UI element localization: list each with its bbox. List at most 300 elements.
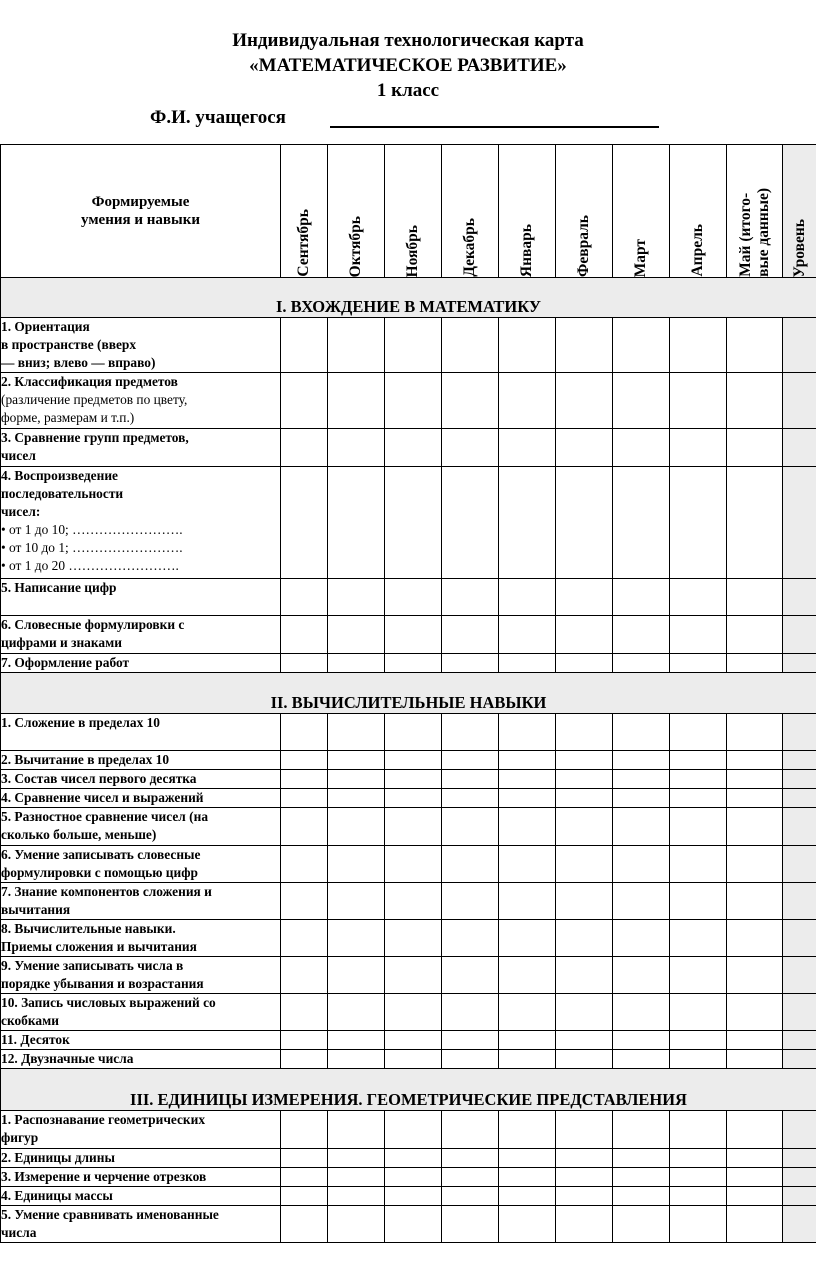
mark-cell[interactable] (499, 1168, 556, 1187)
level-cell[interactable] (783, 920, 816, 957)
skill-name: 2. Единицы длины (1, 1149, 281, 1168)
month-header (281, 145, 328, 278)
mark-cell[interactable] (727, 789, 783, 808)
mark-cell[interactable] (281, 920, 328, 957)
mark-cell[interactable] (613, 579, 670, 616)
mark-cell[interactable] (727, 751, 783, 770)
skill-name: 4. Воспроизведение последовательности чисел: • от 1 до 10; ……………………. • от 10 до 1; ……………………. • от 1 до 20 ……………………. (1, 467, 281, 579)
table-row (1, 579, 816, 616)
level-cell[interactable] (783, 957, 816, 994)
mark-cell[interactable] (727, 1149, 783, 1168)
table-row (1, 846, 816, 883)
month-header (442, 145, 499, 278)
mark-cell[interactable] (281, 616, 328, 654)
mark-cell[interactable] (499, 1206, 556, 1243)
month-header (613, 145, 670, 278)
mark-cell[interactable] (613, 318, 670, 373)
mark-cell[interactable] (499, 579, 556, 616)
section-row (1, 1069, 816, 1111)
mark-cell[interactable] (281, 1031, 328, 1050)
month-label: Октябрь (347, 215, 364, 277)
level-cell[interactable] (783, 1050, 816, 1069)
level-cell[interactable] (783, 579, 816, 616)
mark-cell[interactable] (727, 883, 783, 920)
mark-cell[interactable] (670, 883, 727, 920)
level-cell[interactable] (783, 846, 816, 883)
level-cell[interactable] (783, 616, 816, 654)
level-cell[interactable] (783, 714, 816, 751)
mark-cell[interactable] (670, 714, 727, 751)
table-row (1, 751, 816, 770)
mark-cell[interactable] (328, 770, 385, 789)
mark-cell[interactable] (727, 1206, 783, 1243)
mark-cell[interactable] (670, 1187, 727, 1206)
mark-cell[interactable] (613, 1168, 670, 1187)
mark-cell[interactable] (613, 789, 670, 808)
mark-cell[interactable] (499, 751, 556, 770)
mark-cell[interactable] (556, 1206, 613, 1243)
table-row (1, 1031, 816, 1050)
mark-cell[interactable] (281, 883, 328, 920)
may-final-label: Май (итого- вые данные) (736, 188, 772, 277)
mark-cell[interactable] (385, 1111, 442, 1149)
mark-cell[interactable] (281, 1111, 328, 1149)
mark-cell[interactable] (556, 579, 613, 616)
title-line-1: Индивидуальная технологическая карта (232, 30, 584, 51)
month-label: Март (632, 238, 649, 277)
mark-cell[interactable] (670, 318, 727, 373)
skill-name: 6. Словесные формулировки с цифрами и знаками (1, 616, 281, 654)
mark-cell[interactable] (613, 714, 670, 751)
mark-cell[interactable] (385, 846, 442, 883)
mark-cell[interactable] (442, 770, 499, 789)
mark-cell[interactable] (670, 579, 727, 616)
mark-cell[interactable] (556, 994, 613, 1031)
month-header (670, 145, 727, 278)
mark-cell[interactable] (613, 957, 670, 994)
mark-cell[interactable] (281, 654, 328, 673)
mark-cell[interactable] (499, 846, 556, 883)
mark-cell[interactable] (556, 883, 613, 920)
mark-cell[interactable] (328, 994, 385, 1031)
mark-cell[interactable] (442, 920, 499, 957)
mark-cell[interactable] (499, 957, 556, 994)
mark-cell[interactable] (385, 654, 442, 673)
mark-cell[interactable] (670, 1206, 727, 1243)
mark-cell[interactable] (670, 429, 727, 467)
mark-cell[interactable] (442, 846, 499, 883)
mark-cell[interactable] (442, 1168, 499, 1187)
mark-cell[interactable] (613, 1206, 670, 1243)
mark-cell[interactable] (670, 770, 727, 789)
level-cell[interactable] (783, 1149, 816, 1168)
mark-cell[interactable] (328, 957, 385, 994)
level-cell[interactable] (783, 883, 816, 920)
grade-line: 1 класс (376, 80, 440, 101)
table-row (1, 373, 816, 429)
mark-cell[interactable] (281, 1050, 328, 1069)
mark-cell[interactable] (385, 579, 442, 616)
mark-cell[interactable] (281, 579, 328, 616)
mark-cell[interactable] (281, 714, 328, 751)
mark-cell[interactable] (385, 1149, 442, 1168)
mark-cell[interactable] (385, 920, 442, 957)
mark-cell[interactable] (385, 373, 442, 429)
mark-cell[interactable] (328, 1168, 385, 1187)
mark-cell[interactable] (499, 1031, 556, 1050)
level-cell[interactable] (783, 1206, 816, 1243)
mark-cell[interactable] (613, 770, 670, 789)
title-line-2: «МАТЕМАТИЧЕСКОЕ РАЗВИТИЕ» (249, 55, 567, 76)
mark-cell[interactable] (499, 920, 556, 957)
mark-cell[interactable] (328, 714, 385, 751)
skill-name: 1. Ориентация в пространстве (вверх — вниз; влево — вправо) (1, 318, 281, 373)
mark-cell[interactable] (281, 1187, 328, 1206)
mark-cell[interactable] (670, 1031, 727, 1050)
mark-cell[interactable] (556, 467, 613, 579)
mark-cell[interactable] (385, 1206, 442, 1243)
mark-cell[interactable] (442, 654, 499, 673)
mark-cell[interactable] (385, 808, 442, 846)
mark-cell[interactable] (328, 1149, 385, 1168)
mark-cell[interactable] (613, 1050, 670, 1069)
skill-name: 3. Сравнение групп предметов, чисел (1, 429, 281, 467)
mark-cell[interactable] (385, 751, 442, 770)
table-row (1, 920, 816, 957)
mark-cell[interactable] (328, 846, 385, 883)
mark-cell[interactable] (670, 1050, 727, 1069)
mark-cell[interactable] (442, 883, 499, 920)
mark-cell[interactable] (727, 1168, 783, 1187)
mark-cell[interactable] (727, 373, 783, 429)
mark-cell[interactable] (727, 1050, 783, 1069)
mark-cell[interactable] (328, 1111, 385, 1149)
mark-cell[interactable] (670, 373, 727, 429)
mark-cell[interactable] (613, 1031, 670, 1050)
mark-cell[interactable] (556, 373, 613, 429)
table-row (1, 808, 816, 846)
mark-cell[interactable] (670, 994, 727, 1031)
mark-cell[interactable] (613, 846, 670, 883)
level-cell[interactable] (783, 1187, 816, 1206)
mark-cell[interactable] (442, 751, 499, 770)
level-cell[interactable] (783, 654, 816, 673)
level-header (783, 145, 816, 278)
mark-cell[interactable] (613, 1111, 670, 1149)
mark-cell[interactable] (670, 789, 727, 808)
mark-cell[interactable] (442, 789, 499, 808)
mark-cell[interactable] (556, 1187, 613, 1206)
skill-name: 10. Запись числовых выражений со скобками (1, 994, 281, 1031)
mark-cell[interactable] (385, 1050, 442, 1069)
table-row (1, 994, 816, 1031)
mark-cell[interactable] (727, 770, 783, 789)
section-row (1, 278, 816, 318)
mark-cell[interactable] (727, 616, 783, 654)
mark-cell[interactable] (499, 467, 556, 579)
month-label: Январь (518, 223, 535, 277)
mark-cell[interactable] (556, 654, 613, 673)
mark-cell[interactable] (281, 808, 328, 846)
mark-cell[interactable] (727, 846, 783, 883)
skill-name: 7. Знание компонентов сложения и вычитания (1, 883, 281, 920)
mark-cell[interactable] (499, 616, 556, 654)
mark-cell[interactable] (556, 846, 613, 883)
level-cell[interactable] (783, 994, 816, 1031)
mark-cell[interactable] (727, 467, 783, 579)
mark-cell[interactable] (442, 1149, 499, 1168)
section-title: III. ЕДИНИЦЫ ИЗМЕРЕНИЯ. ГЕОМЕТРИЧЕСКИЕ ПРЕДСТАВЛЕНИЯ (1, 1069, 816, 1111)
mark-cell[interactable] (499, 429, 556, 467)
mark-cell[interactable] (442, 373, 499, 429)
mark-cell[interactable] (556, 1149, 613, 1168)
skills-column-header: Формируемые умения и навыки (1, 145, 281, 278)
mark-cell[interactable] (385, 318, 442, 373)
mark-cell[interactable] (556, 1050, 613, 1069)
mark-cell[interactable] (328, 654, 385, 673)
section-row (1, 673, 816, 714)
mark-cell[interactable] (613, 616, 670, 654)
mark-cell[interactable] (328, 920, 385, 957)
mark-cell[interactable] (670, 1168, 727, 1187)
student-name-label: Ф.И. учащегося (150, 107, 286, 128)
mark-cell[interactable] (613, 920, 670, 957)
mark-cell[interactable] (556, 1168, 613, 1187)
mark-cell[interactable] (328, 579, 385, 616)
mark-cell[interactable] (613, 1149, 670, 1168)
level-cell[interactable] (783, 1031, 816, 1050)
mark-cell[interactable] (442, 1187, 499, 1206)
mark-cell[interactable] (281, 467, 328, 579)
mark-cell[interactable] (385, 714, 442, 751)
mark-cell[interactable] (613, 994, 670, 1031)
mark-cell[interactable] (670, 751, 727, 770)
mark-cell[interactable] (281, 429, 328, 467)
mark-cell[interactable] (385, 789, 442, 808)
mark-cell[interactable] (385, 1031, 442, 1050)
level-cell[interactable] (783, 318, 816, 373)
month-header (385, 145, 442, 278)
mark-cell[interactable] (727, 1187, 783, 1206)
mark-cell[interactable] (613, 1187, 670, 1206)
mark-cell[interactable] (499, 808, 556, 846)
mark-cell[interactable] (556, 770, 613, 789)
mark-cell[interactable] (670, 920, 727, 957)
skills-table (0, 144, 816, 1243)
mark-cell[interactable] (556, 429, 613, 467)
table-row (1, 1168, 816, 1187)
mark-cell[interactable] (556, 751, 613, 770)
mark-cell[interactable] (499, 770, 556, 789)
mark-cell[interactable] (385, 1187, 442, 1206)
skill-name: 12. Двузначные числа (1, 1050, 281, 1069)
mark-cell[interactable] (442, 1050, 499, 1069)
mark-cell[interactable] (328, 467, 385, 579)
skill-name: 7. Оформление работ (1, 654, 281, 673)
mark-cell[interactable] (442, 957, 499, 994)
month-label: Сентябрь (295, 209, 312, 277)
mark-cell[interactable] (499, 1149, 556, 1168)
mark-cell[interactable] (385, 994, 442, 1031)
mark-cell[interactable] (727, 318, 783, 373)
skill-name: 1. Сложение в пределах 10 (1, 714, 281, 751)
level-cell[interactable] (783, 373, 816, 429)
table-header-row (1, 145, 816, 278)
mark-cell[interactable] (556, 616, 613, 654)
mark-cell[interactable] (442, 1206, 499, 1243)
level-cell[interactable] (783, 467, 816, 579)
mark-cell[interactable] (442, 318, 499, 373)
mark-cell[interactable] (442, 1111, 499, 1149)
mark-cell[interactable] (499, 1111, 556, 1149)
mark-cell[interactable] (670, 616, 727, 654)
mark-cell[interactable] (385, 957, 442, 994)
mark-cell[interactable] (556, 920, 613, 957)
mark-cell[interactable] (442, 467, 499, 579)
mark-cell[interactable] (499, 1187, 556, 1206)
mark-cell[interactable] (281, 318, 328, 373)
mark-cell[interactable] (613, 373, 670, 429)
mark-cell[interactable] (727, 957, 783, 994)
mark-cell[interactable] (281, 957, 328, 994)
mark-cell[interactable] (613, 883, 670, 920)
mark-cell[interactable] (281, 789, 328, 808)
table-row (1, 318, 816, 373)
mark-cell[interactable] (328, 616, 385, 654)
mark-cell[interactable] (499, 883, 556, 920)
mark-cell[interactable] (727, 808, 783, 846)
mark-cell[interactable] (385, 429, 442, 467)
skill-name: 1. Распознавание геометрических фигур (1, 1111, 281, 1149)
mark-cell[interactable] (328, 1050, 385, 1069)
mark-cell[interactable] (281, 1206, 328, 1243)
mark-cell[interactable] (281, 994, 328, 1031)
level-cell[interactable] (783, 789, 816, 808)
skill-name: 5. Разностное сравнение чисел (на сколько больше, меньше) (1, 808, 281, 846)
mark-cell[interactable] (499, 318, 556, 373)
mark-cell[interactable] (727, 994, 783, 1031)
mark-cell[interactable] (670, 957, 727, 994)
mark-cell[interactable] (556, 318, 613, 373)
mark-cell[interactable] (442, 714, 499, 751)
skill-name: 11. Десяток (1, 1031, 281, 1050)
mark-cell[interactable] (281, 846, 328, 883)
mark-cell[interactable] (328, 373, 385, 429)
mark-cell[interactable] (499, 789, 556, 808)
table-row (1, 789, 816, 808)
mark-cell[interactable] (281, 751, 328, 770)
may-final-header (727, 145, 783, 278)
mark-cell[interactable] (556, 957, 613, 994)
mark-cell[interactable] (670, 467, 727, 579)
mark-cell[interactable] (613, 467, 670, 579)
level-cell[interactable] (783, 770, 816, 789)
mark-cell[interactable] (442, 616, 499, 654)
level-cell[interactable] (783, 751, 816, 770)
skill-name: 6. Умение записывать словесные формулировки с помощью цифр (1, 846, 281, 883)
level-cell[interactable] (783, 1111, 816, 1149)
mark-cell[interactable] (727, 654, 783, 673)
table-row (1, 467, 816, 579)
mark-cell[interactable] (281, 1149, 328, 1168)
mark-cell[interactable] (670, 654, 727, 673)
mark-cell[interactable] (556, 808, 613, 846)
mark-cell[interactable] (442, 1031, 499, 1050)
mark-cell[interactable] (328, 429, 385, 467)
level-cell[interactable] (783, 808, 816, 846)
table-row (1, 616, 816, 654)
table-row (1, 770, 816, 789)
mark-cell[interactable] (442, 429, 499, 467)
mark-cell[interactable] (328, 318, 385, 373)
month-label: Апрель (689, 224, 706, 277)
mark-cell[interactable] (613, 654, 670, 673)
mark-cell[interactable] (499, 373, 556, 429)
table-row (1, 1206, 816, 1243)
mark-cell[interactable] (442, 994, 499, 1031)
mark-cell[interactable] (556, 789, 613, 808)
mark-cell[interactable] (328, 883, 385, 920)
mark-cell[interactable] (727, 1111, 783, 1149)
month-label: Декабрь (461, 218, 478, 277)
mark-cell[interactable] (385, 883, 442, 920)
mark-cell[interactable] (328, 789, 385, 808)
mark-cell[interactable] (613, 429, 670, 467)
mark-cell[interactable] (385, 616, 442, 654)
mark-cell[interactable] (499, 714, 556, 751)
mark-cell[interactable] (727, 1031, 783, 1050)
mark-cell[interactable] (385, 1168, 442, 1187)
mark-cell[interactable] (727, 714, 783, 751)
mark-cell[interactable] (556, 1111, 613, 1149)
table-row (1, 1050, 816, 1069)
mark-cell[interactable] (727, 579, 783, 616)
mark-cell[interactable] (328, 751, 385, 770)
student-name-field[interactable] (330, 126, 659, 128)
mark-cell[interactable] (442, 808, 499, 846)
section-title: II. ВЫЧИСЛИТЕЛЬНЫЕ НАВЫКИ (1, 673, 816, 714)
mark-cell[interactable] (442, 579, 499, 616)
mark-cell[interactable] (281, 1168, 328, 1187)
mark-cell[interactable] (328, 1187, 385, 1206)
mark-cell[interactable] (670, 1149, 727, 1168)
mark-cell[interactable] (556, 714, 613, 751)
mark-cell[interactable] (556, 1031, 613, 1050)
mark-cell[interactable] (613, 751, 670, 770)
mark-cell[interactable] (613, 808, 670, 846)
mark-cell[interactable] (499, 654, 556, 673)
mark-cell[interactable] (499, 994, 556, 1031)
mark-cell[interactable] (670, 846, 727, 883)
mark-cell[interactable] (385, 467, 442, 579)
mark-cell[interactable] (328, 1031, 385, 1050)
table-row (1, 654, 816, 673)
mark-cell[interactable] (727, 920, 783, 957)
skill-name: 4. Единицы массы (1, 1187, 281, 1206)
level-cell[interactable] (783, 429, 816, 467)
mark-cell[interactable] (281, 373, 328, 429)
mark-cell[interactable] (328, 1206, 385, 1243)
level-cell[interactable] (783, 1168, 816, 1187)
mark-cell[interactable] (385, 770, 442, 789)
mark-cell[interactable] (328, 808, 385, 846)
table-row (1, 429, 816, 467)
mark-cell[interactable] (670, 808, 727, 846)
mark-cell[interactable] (727, 429, 783, 467)
mark-cell[interactable] (670, 1111, 727, 1149)
mark-cell[interactable] (281, 770, 328, 789)
mark-cell[interactable] (499, 1050, 556, 1069)
